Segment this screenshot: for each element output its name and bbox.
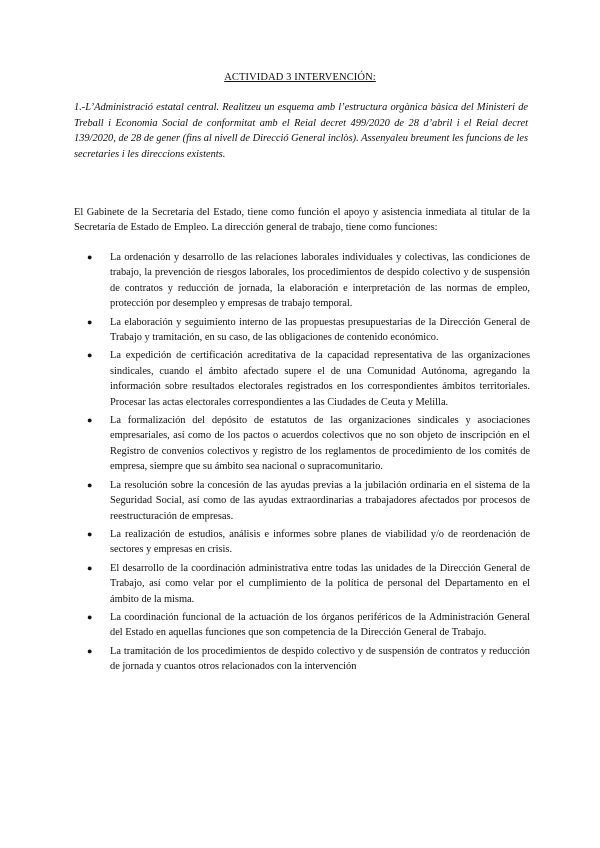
list-item-text: La formalización del depósito de estatutos de las organizaciones sindicales y asociaciones empresariales, así como de los pactos o acuerdos colectivos que no son objeto de inscripción en el Registro de convenios colectivos y registro de los reglamentos de procedimiento de los comités de empresa, siempre que su ámbito sea nacional o supracomunitario.: [110, 415, 530, 473]
bullet-icon: ●: [87, 350, 93, 361]
exercise-prompt: 1.-L’Administració estatal central. Realitzeu un esquema amb l’estructura orgànica bàsica del Ministeri de Treball i Economia Social de conformitat amb el Reial decret 499/2020 de 28 d’abril i el Reial decret 139/2020, de 28 de gener (fins al nivell de Direcció General inclòs). Assenyaleu breument les funcions de les secretaries i les direccions existents.: [74, 102, 528, 160]
list-item-text: La tramitación de los procedimientos de despido colectivo y de suspensión de contratos y reducción de jornada y cuantos otros relacionados con la intervención: [110, 645, 530, 673]
bullet-icon: ●: [87, 528, 93, 539]
list-item-text: El desarrollo de la coordinación administrativa entre todas las unidades de la Dirección General de Trabajo, así como velar por el cumplimiento de la política de personal del Departamento en el ámbito de la misma.: [110, 562, 530, 605]
list-item-text: La realización de estudios, análisis e informes sobre planes de viabilidad y/o de reordenación de sectores y empresas en crisis.: [110, 528, 530, 556]
list-item: [84, 413, 530, 475]
bullet-icon: ●: [87, 645, 93, 656]
bullet-icon: ●: [87, 479, 93, 490]
list-item-text: La coordinación funcional de la actuación de los órganos periféricos de la Administración General del Estado en aquellas funciones que son competencia de la Dirección General de Trabajo.: [110, 611, 530, 639]
list-item: [84, 610, 530, 641]
list-item-text: La elaboración y seguimiento interno de las propuestas presupuestarias de la Dirección General de Trabajo y tramitación, en su caso, de las obligaciones de contenido económico.: [110, 316, 530, 344]
functions-list: [84, 250, 530, 678]
list-item: [84, 348, 530, 410]
list-item: [84, 644, 530, 675]
bullet-icon: ●: [87, 252, 93, 262]
bullet-icon: ●: [87, 611, 93, 622]
list-item-text: La resolución sobre la concesión de las ayudas previas a la jubilación ordinaria en el sistema de la Seguridad Social, así como de las ayudas extraordinarias a trabajadores afectados por procesos de reestructuración de empresas.: [110, 479, 530, 522]
list-item: [84, 250, 530, 312]
bullet-icon: ●: [87, 415, 93, 426]
activity-title: ACTIVIDAD 3 INTERVENCIÓN:: [224, 72, 376, 83]
list-item: [84, 315, 530, 346]
bullet-icon: ●: [87, 562, 93, 573]
list-item: [84, 527, 530, 558]
list-item: [84, 478, 530, 524]
intro-paragraph: El Gabinete de la Secretaría del Estado, tiene como función el apoyo y asistencia inmediata al titular de la Secretaría de Estado de Empleo. La dirección general de trabajo, tiene como funciones:: [74, 207, 530, 234]
list-item-text: La ordenación y desarrollo de las relaciones laborales individuales y colectivas, las condiciones de trabajo, la prevención de riesgos laborales, los procedimientos de despido colectivo y de suspensión de contratos y reducción de jornada, la elaboración e interpretación de las normas de empleo, protección por desempleo y empresas de trabajo temporal.: [110, 252, 530, 310]
list-item-text: La expedición de certificación acreditativa de la capacidad representativa de las organizaciones sindicales, cuando el ámbito afectado supere el de una Comunidad Autónoma, agregando la información sobre resultados electorales registrados en los correspondientes ámbitos territoriales. Procesar las actas electorales correspondientes a las Ciudades de Ceuta y Melilla.: [110, 350, 530, 408]
list-item: [84, 561, 530, 607]
bullet-icon: ●: [87, 316, 93, 327]
